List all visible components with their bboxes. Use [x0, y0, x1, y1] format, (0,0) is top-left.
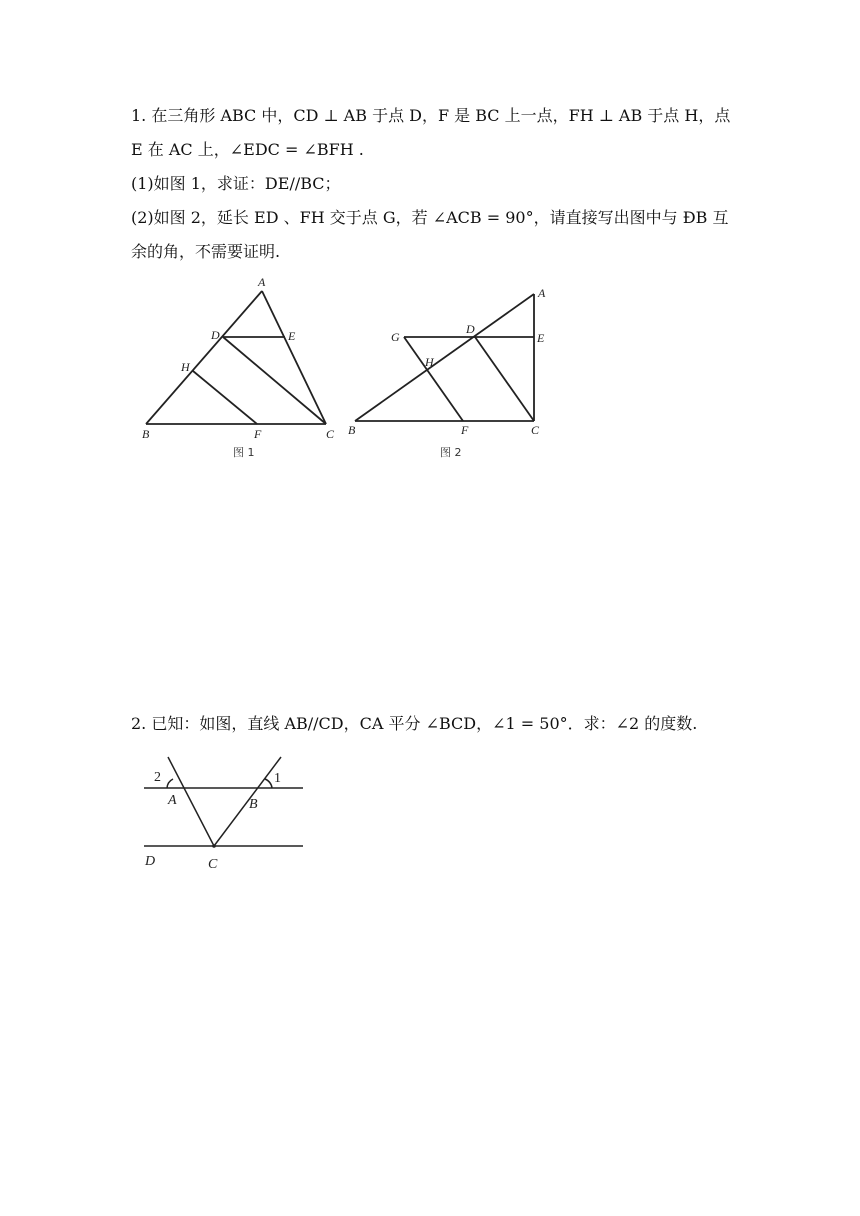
- problem1-part1: (1)如图 1，求证：DE//BC；: [131, 174, 341, 193]
- fig1-label-d: D: [211, 328, 220, 342]
- fig3-point-c: [212, 844, 216, 848]
- fig1-label-f: F: [254, 427, 262, 441]
- fig1-label-a: A: [258, 275, 266, 289]
- problem1-part2-line1: (2)如图 2，延长 ED 、FH 交于点 G，若 ∠ACB = 90°，请直接写出图中与 ÐB 互: [131, 208, 729, 227]
- fig2-label-h: H: [425, 355, 434, 369]
- fig2-label-e: E: [537, 331, 545, 345]
- fig1-caption: 图 1: [233, 446, 255, 459]
- fig1-label-h: H: [181, 360, 190, 374]
- fig1-label-e: E: [288, 329, 296, 343]
- fig2-caption: 图 2: [440, 446, 462, 459]
- fig3-label-b: B: [249, 797, 258, 812]
- fig3-label-d: D: [145, 854, 156, 869]
- fig1-label-b: B: [142, 427, 150, 441]
- fig1-segment-cd: [223, 337, 326, 424]
- fig2-label-f: F: [461, 423, 469, 437]
- problem1-line1: 1. 在三角形 ABC 中，CD ⊥ AB 于点 D，F 是 BC 上一点，FH ⊥ AB 于点 H，点: [131, 106, 731, 125]
- fig1-side-ab: [146, 291, 262, 424]
- fig3-label-a: A: [168, 793, 177, 808]
- figure-2: [340, 280, 570, 470]
- fig3-label-1: 1: [274, 771, 281, 786]
- fig1-side-ac: [262, 291, 326, 424]
- fig3-angle-1-arc: [265, 779, 272, 788]
- fig2-label-b: B: [348, 423, 356, 437]
- fig3-label-c: C: [208, 857, 218, 872]
- problem1-line2: E 在 AC 上，∠EDC = ∠BFH .: [131, 140, 364, 159]
- fig2-label-d: D: [466, 322, 475, 336]
- fig3-angle-2-arc: [167, 779, 173, 788]
- fig1-label-c: C: [326, 427, 335, 441]
- fig3-label-2: 2: [154, 770, 161, 785]
- fig3-line-cb: [214, 757, 281, 846]
- fig2-segment-cd: [475, 337, 534, 421]
- figure-1: [130, 270, 350, 470]
- fig2-side-ab: [355, 294, 534, 421]
- problem1-part2-line2: 余的角，不需要证明.: [131, 242, 281, 261]
- problem2-line1: 2. 已知：如图，直线 AB//CD，CA 平分 ∠BCD，∠1 = 50°．求：∠2 的度数.: [131, 714, 698, 733]
- fig2-label-c: C: [531, 423, 540, 437]
- figure-3: [135, 750, 315, 875]
- fig2-label-a: A: [538, 286, 546, 300]
- fig2-label-g: G: [391, 330, 400, 344]
- fig1-segment-fh: [193, 371, 257, 424]
